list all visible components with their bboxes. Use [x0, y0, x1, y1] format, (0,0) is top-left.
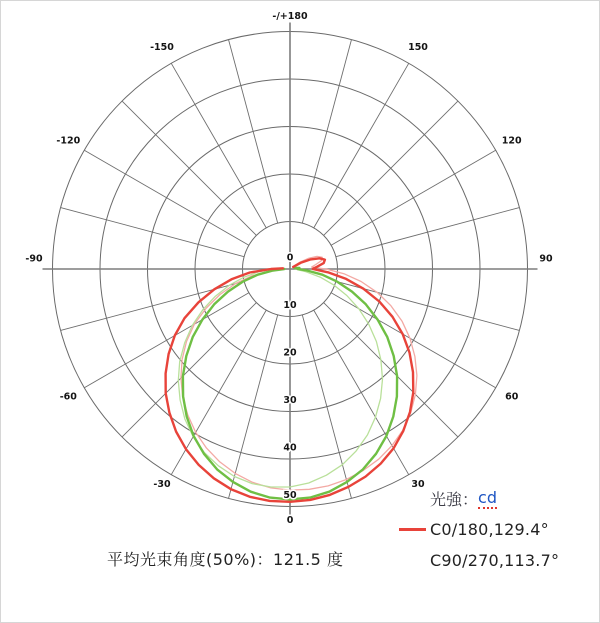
- legend-item-c0-180: [399, 516, 589, 542]
- svg-text:0: 0: [286, 252, 294, 264]
- intensity-unit: cd: [478, 487, 497, 507]
- legend-line-swatch-red: [399, 528, 426, 531]
- svg-text:10: 10: [283, 300, 297, 311]
- svg-text:-60: -60: [59, 391, 77, 403]
- polar-grid: [43, 23, 538, 515]
- svg-text:50: 50: [283, 490, 297, 501]
- chart-legend: [399, 485, 589, 573]
- svg-text:0: 0: [286, 515, 294, 526]
- legend-intensity-row: [399, 485, 589, 511]
- svg-text:150: 150: [408, 41, 428, 53]
- svg-text:60: 60: [505, 391, 519, 403]
- svg-text:90: 90: [539, 253, 553, 265]
- legend-label-c90-270: C90/270,113.7°: [430, 550, 560, 570]
- svg-text:-30: -30: [153, 479, 171, 491]
- svg-text:-90: -90: [25, 253, 43, 265]
- svg-text:30: 30: [283, 395, 297, 406]
- intensity-label: 光強：: [430, 489, 479, 509]
- svg-text:30: 30: [411, 479, 425, 491]
- svg-text:-/+180: -/+180: [272, 11, 308, 22]
- svg-text:-120: -120: [56, 135, 81, 147]
- average-beam-angle-text: 平均光束角度(50%)：121.5 度: [107, 550, 344, 569]
- svg-text:-150: -150: [150, 41, 174, 53]
- svg-text:120: 120: [501, 135, 522, 147]
- svg-text:40: 40: [283, 442, 297, 454]
- svg-text:20: 20: [283, 347, 297, 359]
- legend-item-c90-270: [399, 547, 589, 573]
- legend-label-c0-180: C0/180,129.4°: [430, 519, 549, 539]
